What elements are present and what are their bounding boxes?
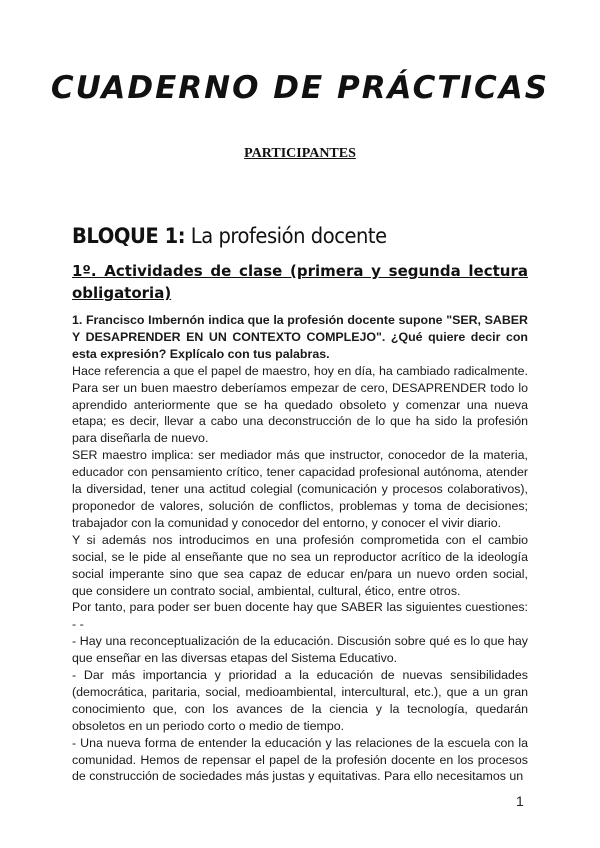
body-paragraph: - Una nueva forma de entender la educación y las relaciones de la escuela con la comunidad. Hemos de repensar el papel de la profesión docente en los procesos de construcción de sociedades más justas y equitativas. Para ello necesitamos un (72, 735, 528, 784)
body-paragraph: Hace referencia a que el papel de maestro, hoy en día, ha cambiado radicalmente. Para ser un buen maestro deberíamos empezar de cero, DESAPRENDER todo lo aprendido anteriormente que se ha quedado obsoleto y comenzar una nueva etapa; es decir, llevar a cabo una deconstrucción de lo que ha sido la profesión para diseñarla de nuevo. (72, 363, 528, 446)
document-title: CUADERNO DE PRÁCTICAS (50, 70, 550, 106)
page-number: 1 (516, 793, 524, 809)
body-text (72, 312, 528, 785)
section-heading: 1º. Actividades de clase (primera y segunda lectura obligatoria) (72, 262, 528, 302)
block-heading-number: BLOQUE 1: (72, 224, 186, 248)
body-paragraph: - Dar más importancia y prioridad a la educación de nuevas sensibilidades (democrática, paritaria, social, medioambiental, intercultural, etc.), que a un gran conocimiento que, con los avances de la ciencia y la tecnología, quedarán obsoletos en un periodo corto o medio de tiempo. (72, 668, 528, 733)
participants-heading: PARTICIPANTES (244, 146, 356, 161)
block-heading-title: La profesión docente (185, 224, 387, 248)
question-paragraph: 1. Francisco Imbernón indica que la profesión docente supone "SER, SABER Y DESAPRENDER EN UN CONTEXTO COMPLEJO". ¿Qué quiere decir con esta expresión? Explícalo con tus palabras. (72, 313, 528, 361)
body-paragraph: - Hay una reconceptualización de la educación. Discusión sobre qué es lo que hay que enseñar en las diversas etapas del Sistema Educativo. (72, 634, 528, 666)
body-paragraph: Y si además nos introducimos en una profesión comprometida con el cambio social, se le pide al enseñante que no sea un reproductor acrítico de la ideología social imperante sino que sea capaz de educar en/para un nuevo orden social, que considere un contrato social, ambiental, cultural, ético, entre otros. (72, 532, 528, 598)
block-heading (72, 224, 387, 248)
body-paragraph: Por tanto, para poder ser buen docente hay que SABER las siguientes cuestiones: - - (72, 600, 528, 632)
body-paragraph: SER maestro implica: ser mediador más que instructor, conocedor de la materia, educador con pensamiento crítico, tener capacidad profesional autónoma, atender la diversidad, tener una actitud colegial (comunicación y procesos colaborativos), proponedor de valores, solución de conflictos, problemas y toma de decisiones; trabajador con la comunidad y conocedor del entorno, y conocer el vivir diario. (72, 448, 528, 530)
